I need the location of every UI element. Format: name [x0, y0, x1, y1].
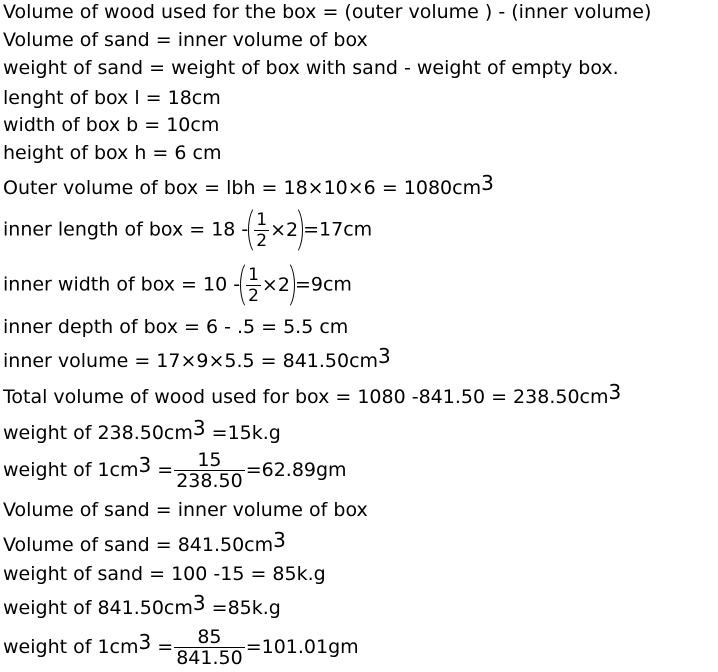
line-sand-unit-weight [3, 627, 359, 668]
line-sand-volume-weight [3, 591, 281, 619]
inner-width-prefix: inner width of box = 10 - [3, 273, 241, 296]
total-wood-volume-text: Total volume of wood used for box = 1080 -841.50 = 238.50cm [3, 386, 609, 408]
outer-volume-text: Outer volume of box = lbh = 18×10×6 = 1080cm [3, 177, 482, 199]
inner-width-result: =9cm [294, 273, 352, 296]
wood-unit-weight-equals: = [151, 459, 174, 481]
wood-unit-weight-numerator: 15 [174, 450, 244, 471]
line-wood-volume-definition: Volume of wood used for the box = (outer volume ) - (inner volume) [3, 1, 652, 23]
inner-length-parenthesis [248, 205, 303, 255]
sand-unit-weight-fraction [174, 627, 244, 668]
line-wood-weight [3, 416, 281, 444]
line-box-length: lenght of box l = 18cm [3, 87, 221, 109]
sand-unit-weight-exponent: 3 [138, 630, 152, 654]
line-wood-unit-weight [3, 450, 347, 491]
sand-volume-text: Volume of sand = 841.50cm [3, 534, 274, 556]
line-sand-weight: weight of sand = 100 -15 = 85k.g [3, 563, 326, 585]
sand-unit-weight-equals: = [151, 636, 174, 658]
inner-volume-text: inner volume = 17×9×5.5 = 841.50cm [3, 350, 379, 372]
sand-unit-weight-result: =101.01gm [245, 636, 359, 658]
line-sand-volume-value [3, 528, 286, 556]
line-sand-volume-definition: Volume of sand = inner volume of box [3, 29, 368, 51]
line-inner-depth: inner depth of box = 6 - .5 = 5.5 cm [3, 316, 349, 338]
line-sand-volume-restated: Volume of sand = inner volume of box [3, 499, 368, 521]
line-box-height: height of box h = 6 cm [3, 142, 222, 164]
sand-volume-weight-exponent: 3 [192, 591, 206, 615]
wood-unit-weight-fraction [174, 450, 244, 491]
inner-width-fraction [246, 265, 261, 306]
inner-width-parenthesis [240, 260, 295, 310]
outer-volume-exponent: 3 [481, 171, 494, 195]
sand-unit-weight-numerator: 85 [174, 627, 244, 648]
total-wood-volume-exponent: 3 [608, 380, 622, 404]
sand-unit-weight-prefix: weight of 1cm [3, 636, 139, 658]
sand-volume-weight-prefix: weight of 841.50cm [3, 597, 193, 619]
line-inner-width [3, 260, 352, 310]
inner-width-fraction-denominator: 2 [248, 286, 259, 306]
wood-weight-exponent: 3 [192, 416, 206, 440]
inner-width-fraction-numerator: 1 [248, 265, 259, 285]
inner-length-fraction-denominator: 2 [256, 231, 268, 251]
inner-length-fraction [254, 210, 269, 251]
inner-length-prefix: inner length of box = 18 - [3, 218, 249, 241]
inner-volume-exponent: 3 [378, 344, 391, 368]
inner-width-multiplier: ×2 [261, 274, 290, 296]
sand-volume-exponent: 3 [273, 528, 286, 552]
inner-length-fraction-numerator: 1 [256, 210, 268, 230]
wood-unit-weight-exponent: 3 [138, 453, 152, 477]
wood-unit-weight-prefix: weight of 1cm [3, 459, 139, 481]
wood-weight-prefix: weight of 238.50cm [3, 422, 193, 444]
inner-length-result: =17cm [303, 218, 373, 241]
line-inner-length [3, 205, 372, 255]
wood-unit-weight-denominator: 238.50 [176, 470, 243, 492]
wood-unit-weight-result: =62.89gm [245, 459, 347, 481]
line-total-wood-volume [3, 380, 622, 408]
line-inner-volume [3, 344, 391, 372]
line-sand-weight-definition: weight of sand = weight of box with sand - weight of empty box. [3, 57, 619, 79]
line-box-width: width of box b = 10cm [3, 114, 220, 136]
line-outer-volume [3, 171, 494, 199]
sand-unit-weight-denominator: 841.50 [176, 647, 243, 669]
wood-weight-result: =15k.g [205, 422, 281, 444]
sand-volume-weight-result: =85k.g [205, 597, 281, 619]
inner-length-multiplier: ×2 [270, 219, 299, 241]
